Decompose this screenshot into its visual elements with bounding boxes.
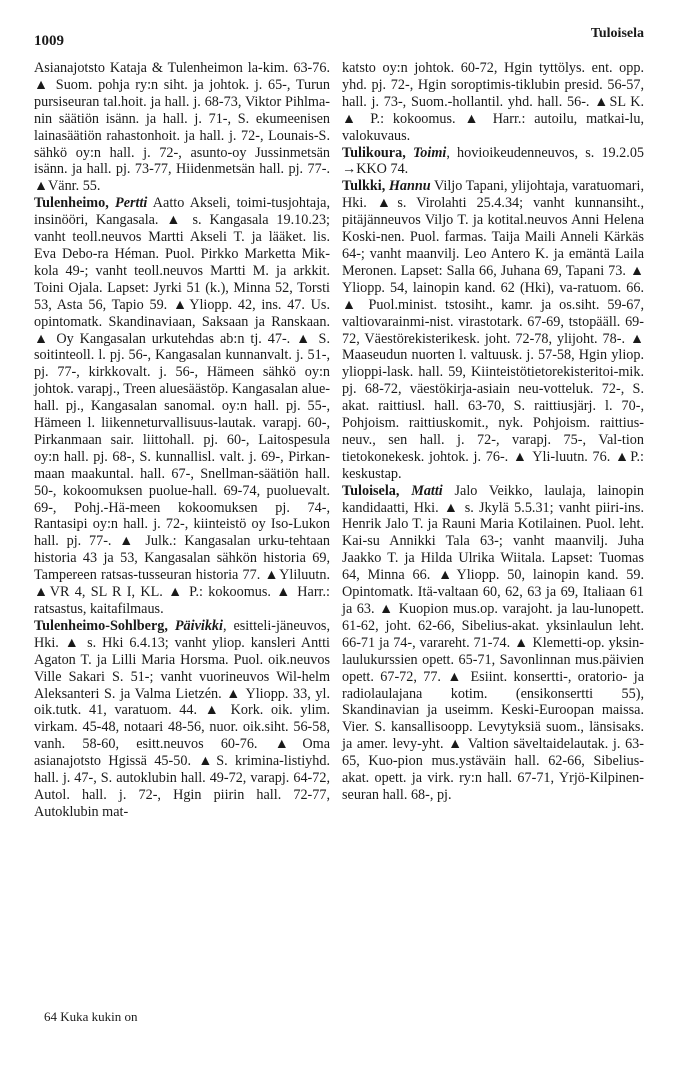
entry-firstname: Toimi <box>412 144 447 161</box>
entry-surname: Tulenheimo, <box>34 195 109 212</box>
entry-firstname: Matti <box>411 482 443 499</box>
entry-tulikoura <box>342 145 644 179</box>
entry-text: , hovioikeudenneuvos, s. 19.2.05 →KKO 74. <box>342 144 645 178</box>
entry-text: Jalo Veikko, laulaja, lainopin kandidaatti, Hki. ▲ s. Jkylä 5.5.31; vanht piiri-ins. Henrik Jalo T. ja Rauni Maria Kotilainen. Puol. leht. Kai-su Annikki Tala 63-; vanht maanvilj. Juha Jaakko T. ja Hilda Ulrika Wiitala. Lapset: Tuomas 64, Minna 66. ▲Yliopp. 50, lainopin kand. 59. Opintomatk. Itä-valtaan 60, 62, 63 ja 69, Italiaan 61 ja 63. ▲ Kuopion mus.op. varajoht. ja lau-lunopett. 61-62, joht. 62-66, Sibelius-akat. yksinlaulun leht. 66-71 ja 74-, varareht. 71-74. ▲ Klemetti-op. yksin-laulukurssien opett. 65-71, Savonlinnan mus.päivien opett. 67-72, 77. ▲ Esiint. konsertti-, oratorio- ja radiolaulajana kotim. (ensikonsertti 55), Skandinavian ja useimm. Keski-Euroopan maissa. Vier. S. kansallisoopp. Levytyksiä suom., länsisaks. ja amer. levy-yht. ▲ Valtion säveltaidelautak. j. 63-65, Kuo-pion mus.ystäväin hall. 62-66, Sibelius-akat. opett. ja virk. ry:n hall. 67-71, Yrjö-Kilpinen-seuran hall. 68-, pj. <box>342 482 644 803</box>
entry-continuation <box>342 60 644 145</box>
left-column <box>34 60 330 821</box>
running-head: Tuloisela <box>590 26 644 41</box>
page-number: 1009 <box>34 33 64 49</box>
footer: 64 Kuka kukin on <box>44 1009 138 1024</box>
entry-text: Viljo Tapani, ylijohtaja, varatuomari, Hki. ▲s. Virolahti 25.4.34; vanht kunnansiht., pitäjänneuvos Viljo T. ja kotital.neuvos Anni Helena Koski-nen. Puol. farmas. Taija Maili Anneli Kärkäs 64-; vanht maanvilj. Leo Antero K. ja emäntä Laila Meronen. Lapset: Salla 66, Juhana 69, Tapani 73. ▲ Yliopp. 54, lainopin kand. 62 (Hki), va-ratuom. 66. ▲ Puol.minist. tstosiht., kamr. ja os.siht. 59-67, valtiovarainmi-nist. virastotark. 67-69, tstopääll. 69-72, Väestörekisterikesk. joht. 72-78, ylijoht. 78-. ▲ Maaseudun nuorten l. valtuusk. j. 57-58, Hgin yliop. ylioppi-lask. hall. 59, Kiinteistötietorekisteritoi-mik. pj. 68-72, väestökirja-asiain neu-votteluk. 72-, S. akat. raittiusl. hall. 63-70, S. raittiusjärj. l. 70-, Pohjoism. raittiuskomit., nyk. Pohjoism. raittius-neuv., sen hall. j. 72-, varapj. 75-, Val-tion tietokonekesk. johtok. j. 76-. ▲ Yli-luutn. 76. ▲P.: keskustap. <box>342 178 644 482</box>
entry-firstname: Hannu <box>388 178 431 195</box>
entry-surname: Tulkki, <box>342 178 386 195</box>
entry-surname: Tulikoura, <box>342 144 406 161</box>
entry-surname: Tulenheimo-Sohlberg, <box>34 617 168 634</box>
entry-firstname: Päivikki <box>174 617 223 634</box>
entry-continuation <box>34 60 330 195</box>
entry-firstname: Pertti <box>115 195 148 212</box>
right-column <box>342 60 644 804</box>
entry-text: , esitteli-jäneuvos, Hki. ▲ s. Hki 6.4.13; vanht yliop. kansleri Antti Agaton T. ja Lilli Maria Horsma. Puol. oik.neuvos Ville Sakari S. 51-; vanht vuorineuvos Wil-helm Aleksanteri S. ja Valma Lietzén. ▲ Yliopp. 33, yl. oik.tutk. 41, varatuom. 44. ▲ Kork. oik. ylim. virkam. 45-48, notaari 48-56, nuor. oik.siht. 56-58, vanh. 58-60, esitt.neuvos 60-76. ▲Oma asianajotsto Hgissä 45-50. ▲S. krimina-listiyhd. hall. j. 47-, S. autoklubin hall. 49-72, varapj. 64-72, Autol. hall. j. 72-, Hgin piirin hall. 72-77, Autoklubin mat- <box>34 617 331 820</box>
entry-tulkki <box>342 178 644 482</box>
entry-text: Asianajotsto Kataja & Tulenheimon la-kim. 63-76. ▲ Suom. pohja ry:n siht. ja johtok. j. 65-, Turun pursiseuran tal.hoit. ja hall. j. 68-73, Viktor Pihlma-nin säätiön isänn. ja hall. j. 71-, S. ekumeenisen lainasäätiön rahastonhoit. ja hall. j. 72-, Lounais-S. sähkö oy:n hall. j. 72-, asunto-oy Jussinmetsän isänn. ja hall. pj. 73-77, Hiidenmetsän hall. pj. 77-. ▲Vänr. 55. <box>34 60 330 195</box>
entry-tulenheimo-pertti <box>34 195 330 618</box>
entry-text: katsto oy:n johtok. 60-72, Hgin tyttölys. ent. opp. yhd. pj. 72-, Hgin soroptimis-tiklubin presid. 56-57, hall. j. 73-, Suom.-hollantil. yhd. hall. 56-. ▲SL K. ▲ P.: kokoomus. ▲ Harr.: autoilu, matkai-lu, valokuvaus. <box>342 60 644 144</box>
entry-text: Aatto Akseli, toimi-tusjohtaja, insinööri, Kangasala. ▲ s. Kangasala 19.10.23; vanht teoll.neuvos Martti Akseli T. ja lääket. lis. Eva Debo-ra Héman. Puol. Pirkko Marketta Mik-kola 49-; vanht teoll.neuvos Martti M. ja arkkit. Toini Ojala. Lapset: Jyrki 51 (k.), Minna 52, Torsti 53, Asta 56, Tapio 59. ▲Yliopp. 42, ins. 47. Us. opintomatk. Skandinaviaan, Saksaan ja Ranskaan. ▲ Oy Kangasalan urkutehdas ab:n tj. 47-. ▲ S. soitinteoll. l. pj. 56-, Kangasalan kunnanvalt. j. 51-, pj. 77-, kirkkovalt. j. 56-, Hämeen sähkö oy:n johtok. varapj., Treen aluesäästöp. Kangasalan alue-hall. pj., Kangasalan sanomal. oy:n hall. pj. 55-, Hämeen l. liikenneturvallisuus-lautak. varapj. 60-, Pirkanmaan sair. liittohall. pj. 60-, Laitospesula oy:n hall. pj. 68-, S. kunnallisl. valt. j. 69-, Pirkan-maan maakuntal. hall. 67-, Snellman-säätiön hall. 50-, kokoomuksen puolue-hall. 69-74, puoluevalt. 69-, Pohj.-Hä-meen kokoomuksen pj. 74-, Rantasipi oy:n hall. j. 72-, kiinteistö oy Iso-Lukon hall. pj. 77-. ▲ Julk.: Kangasalan urku-tehtaan historia 43 ja 53, Kangasalan sähkön historia 69, Tampereen ratsas-tusseuran historia 77. ▲Yliluutn. ▲VR 4, SL R I, KL. ▲ P.: kokoomus. ▲ Harr.: ratsastus, kaitafilmaus. <box>34 195 331 617</box>
entry-surname: Tuloisela, <box>342 482 400 499</box>
entry-tulenheimo-sohlberg <box>34 618 330 821</box>
entry-tuloisela <box>342 483 644 804</box>
